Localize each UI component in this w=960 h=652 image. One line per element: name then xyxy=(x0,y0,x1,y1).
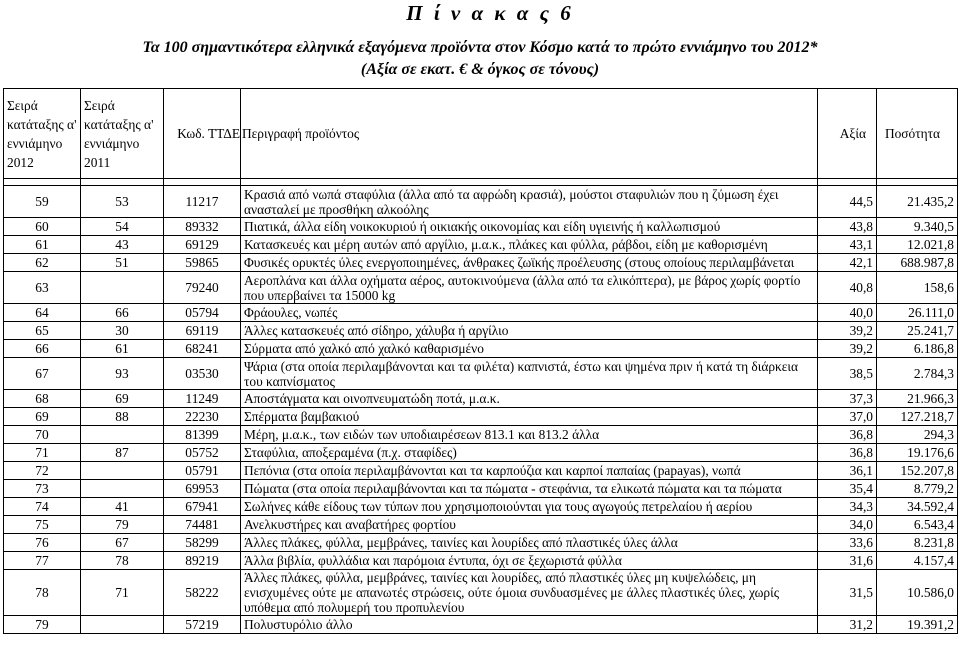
rank-2011-cell: 41 xyxy=(81,498,164,516)
header-code: Κωδ. ΤΤΔΕ xyxy=(164,89,241,179)
value-cell: 40,8 xyxy=(818,272,877,304)
table-row xyxy=(4,462,958,480)
value-cell: 44,5 xyxy=(818,186,877,218)
product-code-cell: 05791 xyxy=(164,462,241,480)
product-code-cell: 81399 xyxy=(164,426,241,444)
table-row xyxy=(4,358,958,390)
product-code-cell: 79240 xyxy=(164,272,241,304)
value-cell: 33,6 xyxy=(818,534,877,552)
quantity-cell: 2.784,3 xyxy=(877,358,958,390)
rank-2012-cell: 77 xyxy=(4,552,81,570)
product-code-cell: 05794 xyxy=(164,304,241,322)
product-code-cell: 57219 xyxy=(164,616,241,634)
quantity-cell: 688.987,8 xyxy=(877,254,958,272)
product-code-cell: 58222 xyxy=(164,570,241,616)
product-code-cell: 22230 xyxy=(164,408,241,426)
rank-2011-cell xyxy=(81,616,164,634)
table-row xyxy=(4,480,958,498)
product-code-cell: 03530 xyxy=(164,358,241,390)
product-description-cell: Πολυστυρόλιο άλλο xyxy=(241,616,818,634)
rank-2011-cell: 51 xyxy=(81,254,164,272)
product-description-cell: Ψάρια (στα οποία περιλαμβάνονται και τα φιλέτα) καπνιστά, έστω και ψημένα πριν ή κατά τη διάρκεια του καπνίσματος xyxy=(241,358,818,390)
quantity-cell: 34.592,4 xyxy=(877,498,958,516)
product-description-cell: Σταφύλια, αποξεραμένα (π.χ. σταφίδες) xyxy=(241,444,818,462)
rank-2011-cell: 78 xyxy=(81,552,164,570)
quantity-cell: 8.779,2 xyxy=(877,480,958,498)
product-code-cell: 74481 xyxy=(164,516,241,534)
quantity-cell: 19.391,2 xyxy=(877,616,958,634)
rank-2012-cell: 69 xyxy=(4,408,81,426)
rank-2011-cell: 71 xyxy=(81,570,164,616)
quantity-cell: 21.966,3 xyxy=(877,390,958,408)
value-cell: 31,6 xyxy=(818,552,877,570)
table-row xyxy=(4,498,958,516)
quantity-cell: 8.231,8 xyxy=(877,534,958,552)
product-description-cell: Κατασκευές και μέρη αυτών από αργίλιο, μ.α.κ., πλάκες και φύλλα, ράβδοι, είδη με καθορισμένη xyxy=(241,236,818,254)
product-code-cell: 59865 xyxy=(164,254,241,272)
value-cell: 38,5 xyxy=(818,358,877,390)
rank-2012-cell: 75 xyxy=(4,516,81,534)
rank-2012-cell: 60 xyxy=(4,218,81,236)
value-cell: 36,8 xyxy=(818,444,877,462)
table-row xyxy=(4,616,958,634)
rank-2011-cell: 30 xyxy=(81,322,164,340)
rank-2012-cell: 70 xyxy=(4,426,81,444)
table-row xyxy=(4,236,958,254)
product-description-cell: Ανελκυστήρες και αναβατήρες φορτίου xyxy=(241,516,818,534)
rank-2012-cell: 71 xyxy=(4,444,81,462)
product-description-cell: Άλλα βιβλία, φυλλάδια και παρόμοια έντυπα, όχι σε ξεχωριστά φύλλα xyxy=(241,552,818,570)
value-cell: 39,2 xyxy=(818,340,877,358)
value-cell: 42,1 xyxy=(818,254,877,272)
table-row xyxy=(4,272,958,304)
product-description-cell: Αεροπλάνα και άλλα οχήματα αέρος, αυτοκινούμενα (άλλα από τα ελικόπτερα), με βάρος χωρίς φορτίο που υπερβαίνει τα 15000 kg xyxy=(241,272,818,304)
product-description-cell: Αποστάγματα και οινοπνευματώδη ποτά, μ.α.κ. xyxy=(241,390,818,408)
table-row xyxy=(4,322,958,340)
value-cell: 37,0 xyxy=(818,408,877,426)
value-cell: 34,3 xyxy=(818,498,877,516)
quantity-cell: 25.241,7 xyxy=(877,322,958,340)
rank-2011-cell: 87 xyxy=(81,444,164,462)
rank-2011-cell xyxy=(81,426,164,444)
quantity-cell: 6.543,4 xyxy=(877,516,958,534)
rank-2011-cell xyxy=(81,462,164,480)
exports-table xyxy=(3,88,958,634)
table-row xyxy=(4,516,958,534)
quantity-cell: 21.435,2 xyxy=(877,186,958,218)
table-row xyxy=(4,254,958,272)
table-row xyxy=(4,534,958,552)
rank-2012-cell: 61 xyxy=(4,236,81,254)
table-row xyxy=(4,426,958,444)
table-row xyxy=(4,408,958,426)
product-code-cell: 69953 xyxy=(164,480,241,498)
quantity-cell: 4.157,4 xyxy=(877,552,958,570)
rank-2012-cell: 79 xyxy=(4,616,81,634)
rank-2011-cell: 69 xyxy=(81,390,164,408)
product-description-cell: Φυσικές ορυκτές ύλες ενεργοποιημένες, άνθρακες ζωϊκής προέλευσης (στους οποίους περιλαμβάνεται xyxy=(241,254,818,272)
table-row xyxy=(4,570,958,616)
rank-2012-cell: 63 xyxy=(4,272,81,304)
value-cell: 40,0 xyxy=(818,304,877,322)
product-code-cell: 05752 xyxy=(164,444,241,462)
value-cell: 31,2 xyxy=(818,616,877,634)
product-code-cell: 69129 xyxy=(164,236,241,254)
rank-2012-cell: 59 xyxy=(4,186,81,218)
header-value: Αξία xyxy=(818,89,877,179)
header-rank-2011: Σειρά κατάταξης α' εννιάμηνο 2011 xyxy=(81,89,164,179)
rank-2012-cell: 62 xyxy=(4,254,81,272)
quantity-cell: 294,3 xyxy=(877,426,958,444)
product-description-cell: Σπέρματα βαμβακιού xyxy=(241,408,818,426)
product-description-cell: Πεπόνια (στα οποία περιλαμβάνονται και τα καρπούζια και καρποί παπαίας (papayas), νωπά xyxy=(241,462,818,480)
rank-2012-cell: 72 xyxy=(4,462,81,480)
quantity-cell: 10.586,0 xyxy=(877,570,958,616)
value-cell: 35,4 xyxy=(818,480,877,498)
product-code-cell: 58299 xyxy=(164,534,241,552)
rank-2012-cell: 65 xyxy=(4,322,81,340)
rank-2011-cell: 93 xyxy=(81,358,164,390)
value-cell: 31,5 xyxy=(818,570,877,616)
table-row xyxy=(4,340,958,358)
product-description-cell: Σωλήνες κάθε είδους των τύπων που χρησιμοποιούνται για τους αγωγούς πετρελαίου ή αερίου xyxy=(241,498,818,516)
quantity-cell: 12.021,8 xyxy=(877,236,958,254)
header-spacer-row xyxy=(4,179,958,186)
product-code-cell: 67941 xyxy=(164,498,241,516)
rank-2012-cell: 67 xyxy=(4,358,81,390)
rank-2012-cell: 78 xyxy=(4,570,81,616)
product-code-cell: 68241 xyxy=(164,340,241,358)
rank-2011-cell xyxy=(81,480,164,498)
value-cell: 36,8 xyxy=(818,426,877,444)
product-description-cell: Φράουλες, νωπές xyxy=(241,304,818,322)
quantity-cell: 9.340,5 xyxy=(877,218,958,236)
header-description: Περιγραφή προϊόντος xyxy=(241,89,818,179)
product-description-cell: Άλλες κατασκευές από σίδηρο, χάλυβα ή αργίλιο xyxy=(241,322,818,340)
table-row xyxy=(4,390,958,408)
quantity-cell: 152.207,8 xyxy=(877,462,958,480)
rank-2011-cell: 66 xyxy=(81,304,164,322)
table-row xyxy=(4,304,958,322)
value-cell: 39,2 xyxy=(818,322,877,340)
value-cell: 36,1 xyxy=(818,462,877,480)
product-description-cell: Πιατικά, άλλα είδη νοικοκυριού ή οικιακής οικονομίας και είδη υγιεινής ή καλλωπισμού xyxy=(241,218,818,236)
product-description-cell: Άλλες πλάκες, φύλλα, μεμβράνες, ταινίες και λουρίδες, από πλαστικές ύλες μη κυψελώδεις, μη ενισχυμένες ούτε με απανωτές στρώσεις, ούτε όμοια συνδυασμένες με άλλες πλαστικές ύλες, χωρίς υπόθεμα από πολυμερή του προπυλενίου xyxy=(241,570,818,616)
rank-2012-cell: 76 xyxy=(4,534,81,552)
table-row xyxy=(4,444,958,462)
table-subtitle: Τα 100 σημαντικότερα ελληνικά εξαγόμενα προϊόντα στον Κόσμο κατά το πρώτο εννιάμηνο του 2012* xyxy=(142,39,818,56)
rank-2011-cell xyxy=(81,272,164,304)
product-code-cell: 89219 xyxy=(164,552,241,570)
header-quantity: Ποσότητα xyxy=(877,89,958,179)
product-description-cell: Πώματα (στα οποία περιλαμβάνονται και τα πώματα - στεφάνια, τα ελικωτά πώματα και τα πώματα xyxy=(241,480,818,498)
value-cell: 43,8 xyxy=(818,218,877,236)
table-row xyxy=(4,552,958,570)
quantity-cell: 127.218,7 xyxy=(877,408,958,426)
rank-2012-cell: 74 xyxy=(4,498,81,516)
value-cell: 43,1 xyxy=(818,236,877,254)
table-row xyxy=(4,186,958,218)
table-header-row xyxy=(4,89,958,179)
table-row xyxy=(4,218,958,236)
rank-2012-cell: 73 xyxy=(4,480,81,498)
rank-2011-cell: 67 xyxy=(81,534,164,552)
quantity-cell: 26.111,0 xyxy=(877,304,958,322)
rank-2011-cell: 53 xyxy=(81,186,164,218)
rank-2011-cell: 88 xyxy=(81,408,164,426)
quantity-cell: 158,6 xyxy=(877,272,958,304)
table-units-note: (Αξία σε εκατ. € & όγκος σε τόνους) xyxy=(360,61,600,78)
page-title: Π ί ν α κ α ς 6 xyxy=(406,1,574,25)
rank-2011-cell: 54 xyxy=(81,218,164,236)
product-code-cell: 11217 xyxy=(164,186,241,218)
value-cell: 37,3 xyxy=(818,390,877,408)
product-description-cell: Σύρματα από χαλκό από χαλκό καθαρισμένο xyxy=(241,340,818,358)
rank-2011-cell: 43 xyxy=(81,236,164,254)
header-rank-2012: Σειρά κατάταξης α' εννιάμηνο 2012 xyxy=(4,89,81,179)
product-description-cell: Άλλες πλάκες, φύλλα, μεμβράνες, ταινίες και λουρίδες από πλαστικές ύλες άλλα xyxy=(241,534,818,552)
product-description-cell: Κρασιά από νωπά σταφύλια (άλλα από τα αφρώδη κρασιά), μούστοι σταφυλιών που η ζύμωση έχει ανασταλεί με προσθήκη αλκοόλης xyxy=(241,186,818,218)
rank-2012-cell: 64 xyxy=(4,304,81,322)
product-code-cell: 69119 xyxy=(164,322,241,340)
rank-2012-cell: 66 xyxy=(4,340,81,358)
quantity-cell: 6.186,8 xyxy=(877,340,958,358)
exports-table-body xyxy=(4,89,958,634)
rank-2012-cell: 68 xyxy=(4,390,81,408)
product-description-cell: Μέρη, μ.α.κ., των ειδών των υποδιαιρέσεων 813.1 και 813.2 άλλα xyxy=(241,426,818,444)
quantity-cell: 19.176,6 xyxy=(877,444,958,462)
value-cell: 34,0 xyxy=(818,516,877,534)
product-code-cell: 11249 xyxy=(164,390,241,408)
product-code-cell: 89332 xyxy=(164,218,241,236)
rank-2011-cell: 61 xyxy=(81,340,164,358)
rank-2011-cell: 79 xyxy=(81,516,164,534)
